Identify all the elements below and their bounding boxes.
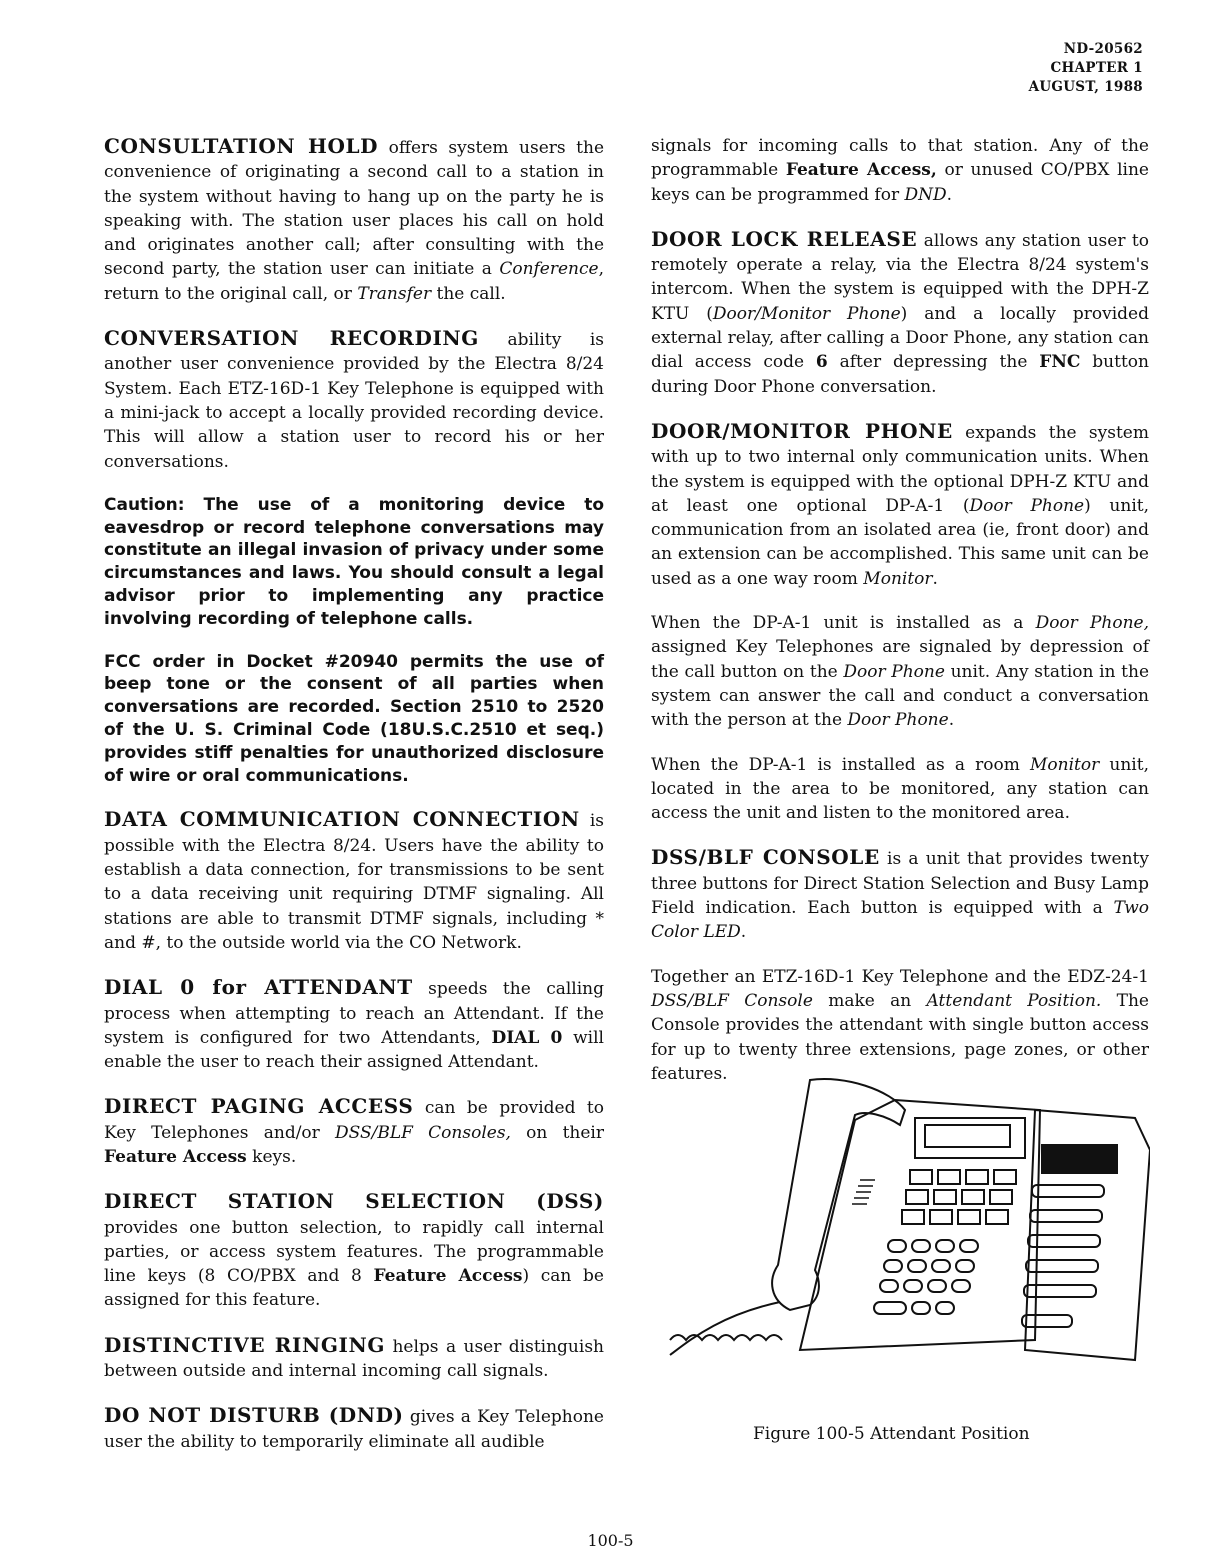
- page-header: [1029, 40, 1143, 97]
- attendant-position-figure: [660, 1070, 1150, 1370]
- dnd-continuation-paragraph: signals for incoming calls to that station. Any of the programmable Feature Access, or unused CO/PBX line keys can be programmed for DND.: [651, 136, 1149, 205]
- term: DSS/BLF CONSOLE: [651, 845, 880, 870]
- direct-paging-paragraph: DIRECT PAGING ACCESS can be provided to Key Telephones and/or DSS/BLF Consoles, on their Feature Access keys.: [104, 1094, 604, 1167]
- doc-date: AUGUST, 1988: [1028, 79, 1143, 95]
- term: DOOR LOCK RELEASE: [651, 226, 918, 251]
- data-communication-paragraph: DATA COMMUNICATION CONNECTION is possible with the Electra 8/24. Users have the ability to establish a data connection, for transmissions to be sent to a data receiving unit requiring DTMF signaling. All stations are able to transmit DTMF signals, including * and #, to the outside world via the CO Network.: [104, 807, 604, 953]
- term: DO NOT DISTURB (DND): [104, 1403, 404, 1428]
- dnd-paragraph: DO NOT DISTURB (DND) gives a Key Telephone user the ability to temporarily eliminate all audible: [104, 1403, 604, 1452]
- term: DISTINCTIVE RINGING: [104, 1332, 386, 1357]
- dss-paragraph: DIRECT STATION SELECTION (DSS) provides one button selection, to rapidly call internal parties, or access system features. The programmable line keys (8 CO/PBX and 8 Feature Access) can be assigned for this feature.: [104, 1189, 604, 1311]
- caution-notice: Caution: The use of a monitoring device to eavesdrop or record telephone conversations may constitute an illegal invasion of privacy under some circumstances and laws. You should consult a legal advisor prior to implementing any practice involving recording of telephone calls.: [104, 494, 604, 629]
- term: CONSULTATION HOLD: [104, 134, 379, 158]
- dial0-paragraph: DIAL 0 for ATTENDANT speeds the calling process when attempting to reach an Attendant. If the system is configured for two Attendants, DIAL 0 will enable the user to reach their assigned Attendant.: [104, 975, 604, 1073]
- dp-door-paragraph: When the DP-A-1 unit is installed as a Door Phone, assigned Key Telephones are signaled by depression of the call button on the Door Phone unit. Any station in the system can answer the call and conduct a conversation with the person at the Door Phone.: [651, 613, 1150, 731]
- distinctive-ringing-paragraph: DISTINCTIVE RINGING helps a user distinguish between outside and internal incoming call signals.: [104, 1332, 604, 1382]
- right-column: [651, 134, 1149, 1106]
- fcc-notice: FCC order in Docket #20940 permits the use of beep tone or the consent of all parties when conversations are recorded. Section 2510 to 2520 of the U. S. Criminal Code (18U.S.C.2510 et seq.) provides stiff penalties for unauthorized disclosure of wire or oral communications.: [104, 651, 604, 786]
- together-paragraph: Together an ETZ-16D-1 Key Telephone and the EDZ-24-1 DSS/BLF Console make an Attendant Position. The Console provides the attendant with single button access for up to twenty three extensions, page zones, or other features.: [651, 966, 1149, 1084]
- doc-number: ND-20562: [1063, 41, 1143, 57]
- term: DIAL 0 for ATTENDANT: [104, 975, 413, 1000]
- chapter-label: CHAPTER 1: [1050, 60, 1143, 76]
- dp-monitor-paragraph: When the DP-A-1 is installed as a room Monitor unit, located in the area to be monitored, any station can access the unit and listen to the monitored area.: [651, 754, 1149, 824]
- term: DOOR/MONITOR PHONE: [651, 418, 953, 443]
- consultation-hold-paragraph: CONSULTATION HOLD offers system users the convenience of originating a second call to a station in the system without having to hang up on the party he is speaking with. The station user places his call on hold and originates another call; after consulting with the second party, the station user can initiate a Conference, return to the original call, or Transfer the call.: [104, 134, 605, 304]
- figure-caption: Figure 100-5 Attendant Position: [753, 1424, 1030, 1444]
- door-monitor-paragraph: DOOR/MONITOR PHONE expands the system with up to two internal only communication units. When the system is equipped with the optional DPH-Z KTU and at least one optional DP-A-1 (Door Phone) unit, communication from an isolated area (ie, front door) and an extension can be accomplished. This same unit can be used as a one way room Monitor.: [651, 418, 1149, 589]
- dss-blf-paragraph: DSS/BLF CONSOLE is a unit that provides twenty three buttons for Direct Station Selection and Busy Lamp Field indication. Each button is equipped with a Two Color LED.: [651, 845, 1149, 943]
- term: DIRECT PAGING ACCESS: [104, 1094, 414, 1119]
- conversation-recording-paragraph: CONVERSATION RECORDING ability is another user convenience provided by the Electra 8/24 System. Each ETZ-16D-1 Key Telephone is equipped with a mini-jack to accept a locally provided recording device. This will allow a station user to record his or her conversations.: [104, 326, 604, 472]
- term: DATA COMMUNICATION CONNECTION: [104, 807, 580, 832]
- page-number: 100-5: [587, 1531, 634, 1550]
- telephone-console-icon: [660, 1070, 1150, 1370]
- term: CONVERSATION RECORDING: [104, 326, 479, 351]
- term: DIRECT STATION SELECTION (DSS): [104, 1189, 604, 1214]
- door-lock-paragraph: DOOR LOCK RELEASE allows any station user to remotely operate a relay, via the Electra 8/24 system's intercom. When the system is equipped with the DPH-Z KTU (Door/Monitor Phone) and a locally provided external relay, after calling a Door Phone, any station can dial access code 6 after depressing the FNC button during Door Phone conversation.: [651, 226, 1150, 397]
- left-column: [104, 134, 604, 1474]
